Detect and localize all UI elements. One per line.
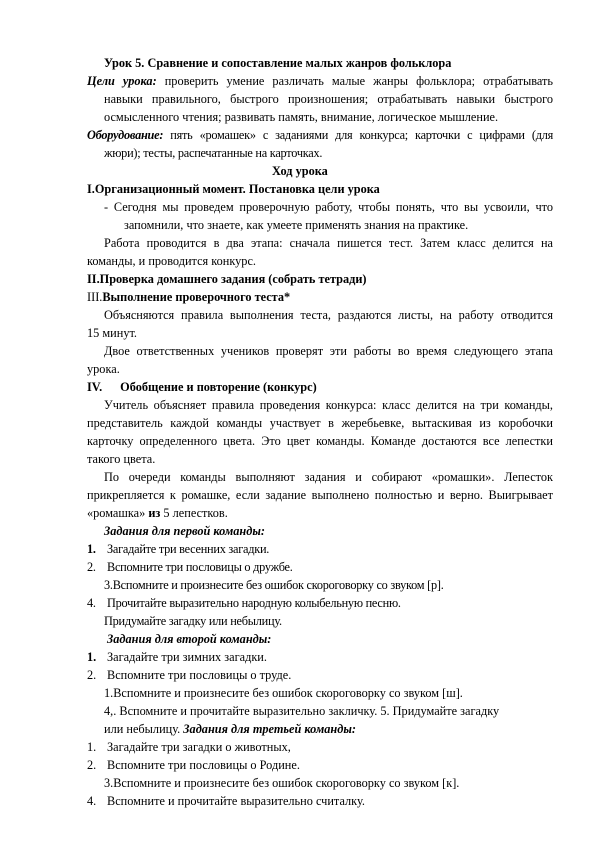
section-4-para-2-line-1: По очереди команды выполняют задания и собирают «ромашки». Лепесток: [104, 470, 553, 484]
equipment-line-2: жюри); тесты, распечатанные на карточках.: [104, 146, 323, 160]
section-4-para-1-line-1: Учитель объясняет правила проведения конкурса: класс делится на три команды,: [104, 398, 553, 412]
lesson-title: Урок 5. Сравнение и сопоставление малых жанров фольклора: [104, 56, 452, 70]
section-3-para-2-line-1: Двое ответственных учеников проверят эти работы во время следующего этапа: [104, 344, 553, 358]
team-3-heading: Задания для третьей команды:: [183, 722, 356, 736]
goals-line-3: осмысленного чтения; развивать память, внимание, логическое мышление.: [104, 110, 499, 124]
section-1-heading: I.Организационный момент. Постановка цели урока: [87, 182, 380, 196]
team-2-task-4: 4,. Вспомните и прочитайте выразительно закличку. 5. Придумайте загадку: [104, 704, 500, 718]
team-1-task-3: 3.Вспомните и произнесите без ошибок скороговорку со звуком [р].: [104, 578, 444, 592]
team-3-task-4: 4. Вспомните и прочитайте выразительно считалку.: [87, 794, 365, 808]
section-4-heading: IV. Обобщение и повторение (конкурс): [87, 380, 317, 394]
team-3-task-2: 2. Вспомните три пословицы о Родине.: [87, 758, 300, 772]
section-4-para-1-line-2: представитель каждой команды участвует в жеребьевке, вытаскивая из коробочки: [87, 416, 553, 430]
equipment-label: Оборудование:: [87, 128, 164, 142]
section-3-para-1-line-1: Объясняются правила выполнения теста, раздаются листы, на работу отводится: [104, 308, 553, 322]
team-2-heading: Задания для второй команды:: [107, 632, 272, 646]
section-4-para-1-line-3: карточку определенного цвета. Это цвет команды. Команде достаются все лепестки: [87, 434, 553, 448]
course-heading: Ход урока: [272, 164, 328, 178]
section-4-para-2-line-2: прикрепляется к ромашке, если задание выполнено полностью и верно. Выигрывает: [87, 488, 553, 502]
team-3-task-3: 3.Вспомните и произнесите без ошибок скороговорку со звуком [к].: [104, 776, 460, 790]
team-1-task-4: 4. Прочитайте выразительно народную колыбельную песню.: [87, 596, 401, 610]
team-1-task-2: 2. Вспомните три пословицы о дружбе.: [87, 560, 293, 574]
section-1-para-2-line-1: Работа проводится в два этапа: сначала пишется тест. Затем класс делится на: [104, 236, 553, 250]
team-1-heading: Задания для первой команды:: [104, 524, 265, 538]
team-2-task-3: 1.Вспомните и произнесите без ошибок скороговорку со звуком [ш].: [104, 686, 463, 700]
team-2-task-5: или небылицу. Задания для третьей команды:: [104, 722, 356, 736]
section-2-heading: II.Проверка домашнего задания (собрать тетради): [87, 272, 367, 286]
team-2-task-2: 2. Вспомните три пословицы о труде.: [87, 668, 292, 682]
goals-line-2: навыки правильного, быстрого произношения; отрабатывать навыки быстрого: [104, 92, 553, 106]
team-1-task-5: Придумайте загадку или небылицу.: [104, 614, 282, 628]
section-3-para-1-line-2: 15 минут.: [87, 326, 137, 340]
goals-label: Цели урока:: [87, 74, 157, 88]
team-3-task-1: 1. Загадайте три загадки о животных,: [87, 740, 291, 754]
section-1-para-1-line-2: запомнили, что знаете, как умеете применять знания на практике.: [124, 218, 469, 232]
section-1-para-1-line-1: - Сегодня мы проведем проверочную работу, чтобы понять, что вы усвоили, что: [104, 200, 553, 214]
goals-line-1: Цели урока: проверить умение различать малые жанры фольклора; отрабатывать: [87, 74, 554, 88]
team-1-task-1: 1. Загадайте три весенних загадки.: [87, 542, 270, 556]
section-3-para-2-line-2: урока.: [87, 362, 120, 376]
equipment-line-1: Оборудование: пять «ромашек» с заданиями для конкурса; карточки с цифрами (для: [87, 128, 553, 142]
section-3-heading: III.Выполнение проверочного теста*: [87, 290, 291, 304]
section-4-para-1-line-4: такого цвета.: [87, 452, 156, 466]
section-1-para-2-line-2: команды, и проводится конкурс.: [87, 254, 256, 268]
section-4-para-2-line-3: «ромашка» из 5 лепестков.: [87, 506, 228, 520]
team-2-task-1: 1. Загадайте три зимних загадки.: [87, 650, 267, 664]
